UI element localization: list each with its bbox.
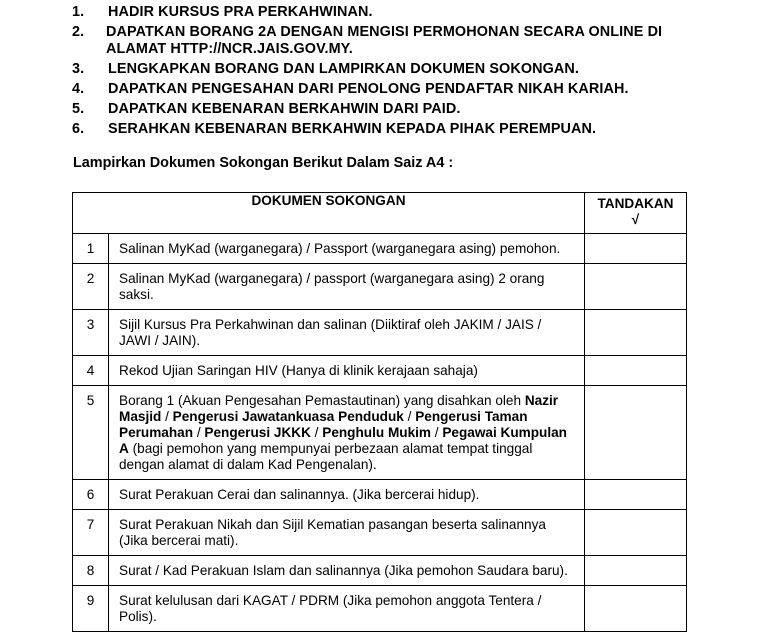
step-number: 1. <box>72 4 85 20</box>
step-item <box>72 101 712 118</box>
step-text: LENGKAPKAN BORANG DAN LAMPIRKAN DOKUMEN SOKONGAN. <box>108 61 579 77</box>
tick-cell[interactable] <box>585 586 687 632</box>
table-row <box>73 586 687 632</box>
step-item <box>72 121 712 138</box>
table-row <box>73 264 687 310</box>
table-row <box>73 480 687 510</box>
table-row <box>73 510 687 556</box>
row-description: Sijil Kursus Pra Perkahwinan dan salinan (Diiktiraf oleh JAKIM / JAIS / JAWI / JAIN). <box>109 310 585 356</box>
row-number: 6 <box>73 480 109 510</box>
step-number: 6. <box>72 121 85 137</box>
tick-cell[interactable] <box>585 480 687 510</box>
tick-cell[interactable] <box>585 556 687 586</box>
step-text: DAPATKAN PENGESAHAN DARI PENOLONG PENDAFTAR NIKAH KARIAH. <box>108 81 629 97</box>
table-row <box>73 556 687 586</box>
row-number: 7 <box>73 510 109 556</box>
tick-cell[interactable] <box>585 510 687 556</box>
row-number: 3 <box>73 310 109 356</box>
lampiran-heading: Lampirkan Dokumen Sokongan Berikut Dalam Saiz A4 : <box>73 155 454 171</box>
row-description: Surat / Kad Perakuan Islam dan salinannya (Jika pemohon Saudara baru). <box>109 556 585 586</box>
row-description: Salinan MyKad (warganegara) / passport (warganegara asing) 2 orang saksi. <box>109 264 585 310</box>
row-number: 1 <box>73 234 109 264</box>
row-description: Salinan MyKad (warganegara) / Passport (warganegara asing) pemohon. <box>109 234 585 264</box>
step-item <box>72 4 712 21</box>
header-tandakan-label: TANDAKAN <box>597 196 674 211</box>
tick-cell[interactable] <box>585 356 687 386</box>
table-row <box>73 310 687 356</box>
row-description: Surat Perakuan Nikah dan Sijil Kematian pasangan beserta salinannya (Jika bercerai mati). <box>109 510 585 556</box>
step-item <box>72 81 712 98</box>
step-text: SERAHKAN KEBENARAN BERKAHWIN KEPADA PIHAK PEREMPUAN. <box>108 121 597 137</box>
row-number: 4 <box>73 356 109 386</box>
row-number: 5 <box>73 386 109 480</box>
step-item <box>72 61 712 78</box>
table-row <box>73 386 687 480</box>
row-number: 2 <box>73 264 109 310</box>
step-text: DAPATKAN KEBENARAN BERKAHWIN DARI PAID. <box>108 101 461 117</box>
step-number: 4. <box>72 81 85 97</box>
tick-cell[interactable] <box>585 386 687 480</box>
step-number: 5. <box>72 101 85 117</box>
tick-cell[interactable] <box>585 310 687 356</box>
table-row <box>73 234 687 264</box>
step-text: HADIR KURSUS PRA PERKAHWINAN. <box>108 4 373 20</box>
row-number: 8 <box>73 556 109 586</box>
tick-cell[interactable] <box>585 234 687 264</box>
row-description: Rekod Ujian Saringan HIV (Hanya di klinik kerajaan sahaja) <box>109 356 585 386</box>
check-mark-icon: √ <box>631 212 640 227</box>
tick-cell[interactable] <box>585 264 687 310</box>
row-number: 9 <box>73 586 109 632</box>
step-text: DAPATKAN BORANG 2A DENGAN MENGISI PERMOHONAN SECARA ONLINE DI ALAMAT HTTP://NCR.JAIS.GOV.MY. <box>106 24 663 57</box>
row-description: Surat kelulusan dari KAGAT / PDRM (Jika pemohon anggota Tentera / Polis). <box>109 586 585 632</box>
instruction-steps <box>72 4 712 141</box>
step-number: 3. <box>72 61 85 77</box>
step-number: 2. <box>72 24 85 40</box>
row-description: Surat Perakuan Cerai dan salinannya. (Jika bercerai hidup). <box>109 480 585 510</box>
step-item <box>72 24 712 58</box>
documents-table <box>72 192 687 632</box>
header-dokumen-sokongan: DOKUMEN SOKONGAN <box>73 193 585 234</box>
table-header-row <box>73 193 687 234</box>
table-row <box>73 356 687 386</box>
row-description: Borang 1 (Akuan Pengesahan Pemastautinan) yang disahkan oleh Nazir Masjid / Pengerusi Jawatankuasa Penduduk / Pengerusi Taman Perumahan / Pengerusi JKKK / Penghulu Mukim / Pegawai Kumpulan A (bagi pemohon yang mempunyai perbezaan alamat tempat tinggal dengan alamat di dalam Kad Pengenalan). <box>109 386 585 480</box>
header-tandakan <box>585 193 687 234</box>
